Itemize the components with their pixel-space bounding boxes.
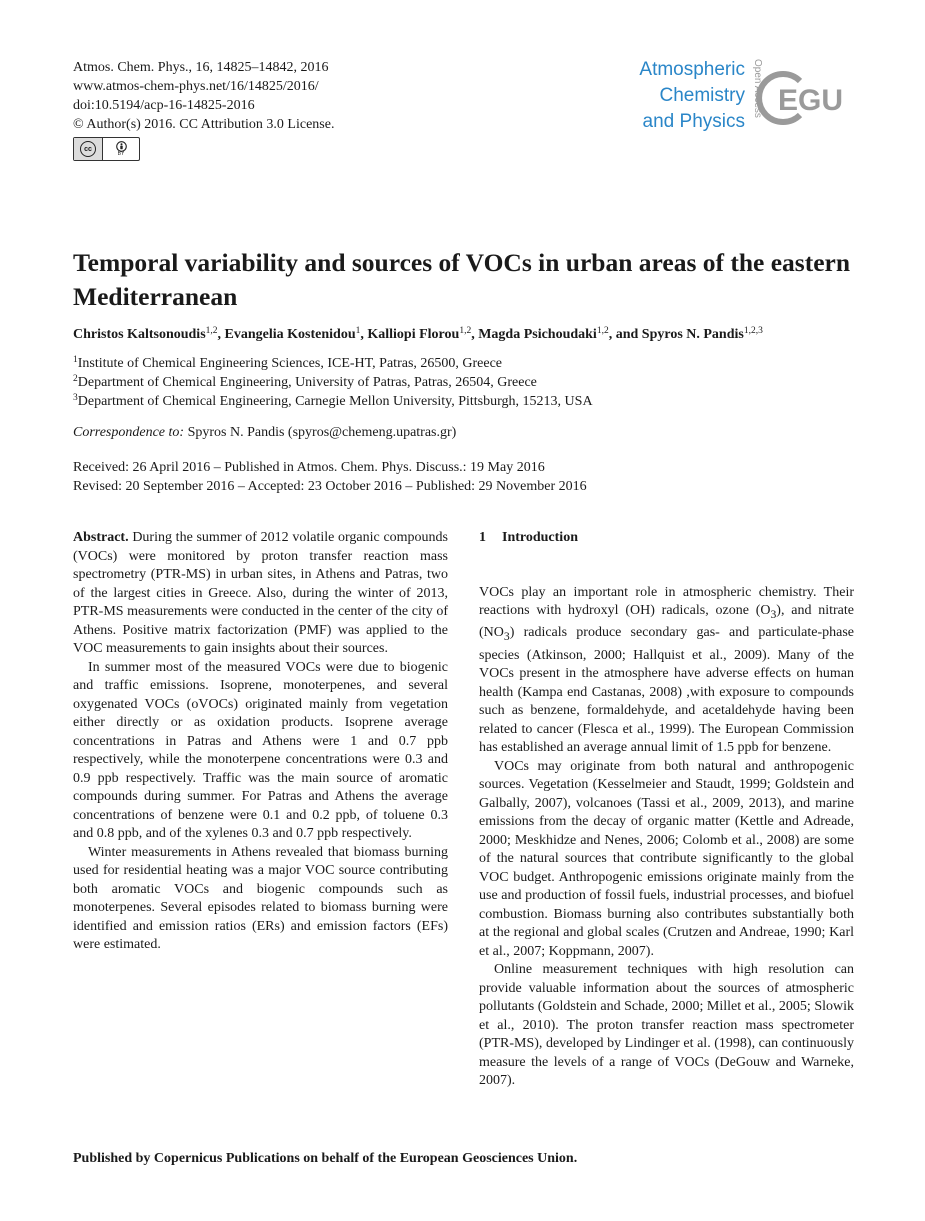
publication-dates: Received: 26 April 2016 – Published in Atmos. Chem. Phys. Discuss.: 19 May 2016 Revised: 20 September 2016 – Accepted: 23 October 2016 – Published: 29 November 2016 bbox=[73, 460, 587, 494]
intro-paragraph: Online measurement techniques with high resolution can provide valuable information about the sources of atmospheric pollutants (Goldstein and Schade, 2000; Millet et al., 2005; Slowik et al., 2010). The proton transfer reaction mass spectrometer (PTR-MS), developed by Lindinger et al. (1998), can continuously measure the levels of a range of VOCs (DeGouw and Warneke, 2007). bbox=[479, 962, 854, 1089]
journal-citation: Atmos. Chem. Phys., 16, 14825–14842, 2016 bbox=[73, 60, 329, 75]
author: Spyros N. Pandis bbox=[641, 327, 744, 342]
abstract-paragraph: Abstract. During the summer of 2012 volatile organic compounds (VOCs) were monitored by proton transfer reaction mass spectrometry (PTR-MS) in urban sites, in Athens and Patras, two of the largest cities in Greece. Also, during the winter of 2013, PTR-MS measurements were conducted in the center of the city of Athens. Positive matrix factorization (PMF) was applied to the VOC measurements to gain insights about their sources. bbox=[73, 530, 449, 656]
affiliation: $^2$Department of Chemical Engineering, University of Patras, Patras, 26504, Greece bbox=[73, 374, 537, 390]
attribution-icon: BY bbox=[103, 138, 139, 160]
intro-paragraph: VOCs may originate from both natural and anthropogenic sources. Vegetation (Kesselmeier and Staudt, 1999; Goldstein and Galbally, 2007), volcanoes (Tassi et al., 2009, 2013), and marine emissions from the decay of organic matter (Kettle and Adreade, 2000; Meskhidze and Nenes, 2006; Colomb et al., 2008) are some of the natural sources that contribute significantly to the global VOC budget. Anthropogenic emissions originate mainly from the use and production of fossil fuels, industrial processes, and biofuel combustion. Biomass burning also contributes substantially both at the regional and global scales (Crutzen and Andreae, 1990; Karl et al., 2007; Koppmann, 2007). bbox=[479, 758, 854, 959]
author: Kalliopi Florou bbox=[367, 327, 460, 342]
doi[interactable]: doi:10.5194/acp-16-14825-2016 bbox=[73, 98, 255, 113]
article-url[interactable]: www.atmos-chem-phys.net/16/14825/2016/ bbox=[73, 79, 319, 94]
svg-text:Open Access: Open Access bbox=[752, 59, 763, 118]
author: Magda Psichoudaki bbox=[478, 327, 597, 342]
article-title: Temporal variability and sources of VOCs in urban areas of the eastern Mediterranean bbox=[73, 248, 851, 311]
author: Evangelia Kostenidou bbox=[224, 327, 356, 342]
affiliation: $^3$Department of Chemical Engineering, Carnegie Mellon University, Pittsburgh, 15213, USA bbox=[73, 393, 593, 409]
abstract-paragraph: In summer most of the measured VOCs were due to biogenic and traffic emissions. Isoprene, monoterpenes, and several oxygenated VOCs (oVOCs) originated mainly from vegetation either directly or as oxidation products. Isoprene average concentrations in Patras and Athens were 1 and 0.7 ppb respectively, while the monoterpene concentrations were 0.3 and 0.9 ppb respectively. Traffic was the main source of aromatic compounds during summer. For Patras and Athens the average concentrations of benzene were 0.1 and 0.2 ppb, of toluene 0.3 and 0.8 ppb, and of the xylenes 0.3 and 0.7 ppb respectively. bbox=[73, 659, 448, 841]
abstract bbox=[73, 529, 448, 955]
intro-paragraph: VOCs play an important role in atmospheric chemistry. Their reactions with hydroxyl (OH) radicals, ozone $(O_3)$, and nitrate $(NO_3)$ radicals produce secondary gas- and particulate-phase species (Atkinson, 2000; Hallquist et al., 2009). Many of the VOCs present in the atmosphere have adverse effects on human health (Kampa end Castanas, 2008) ,with exposure to compounds such as benzene, formaldehyde, and acetaldehyde having been related to cancer (Flesca et al., 1999). The European Commission has established an average annual limit of 1.5 ppb for benzene. bbox=[479, 584, 855, 756]
citation-block bbox=[73, 58, 334, 134]
author-list: Christos Kaltsonoudis$^{1,2}$, Evangelia Kostenidou$^1$, Kalliopi Florou$^{1,2}$, Magda Psichoudaki$^{1,2}$, and Spyros N. Pandis$^{1,2,3}$ bbox=[73, 326, 763, 342]
introduction bbox=[479, 529, 854, 1091]
journal-name: Atmospheric Chemistry and Physics bbox=[639, 59, 745, 132]
author: Christos Kaltsonoudis bbox=[73, 327, 206, 342]
cc-by-badge[interactable] bbox=[73, 137, 140, 161]
publisher-footer: Published by Copernicus Publications on behalf of the European Geosciences Union. bbox=[73, 1151, 578, 1166]
license-line: © Author(s) 2016. CC Attribution 3.0 License. bbox=[73, 117, 335, 132]
section-heading: 1 Introduction bbox=[479, 530, 578, 545]
affiliations bbox=[73, 354, 593, 411]
affiliation: $^1$Institute of Chemical Engineering Sciences, ICE-HT, Patras, 26500, Greece bbox=[73, 355, 503, 371]
svg-text:EGU: EGU bbox=[778, 84, 844, 117]
correspondence: Correspondence to: Spyros N. Pandis (spyros@chemeng.upatras.gr) bbox=[73, 425, 457, 440]
egu-logo bbox=[764, 57, 859, 135]
abstract-paragraph: Winter measurements in Athens revealed that biomass burning used for residential heating was a major VOC source contributing both aromatic VOCs and biogenic compounds such as monoterpenes. Several episodes related to biomass burning were identified and emission ratios (ERs) and emission factors (EFs) were estimated. bbox=[73, 844, 448, 952]
cc-icon: cc bbox=[74, 138, 103, 160]
